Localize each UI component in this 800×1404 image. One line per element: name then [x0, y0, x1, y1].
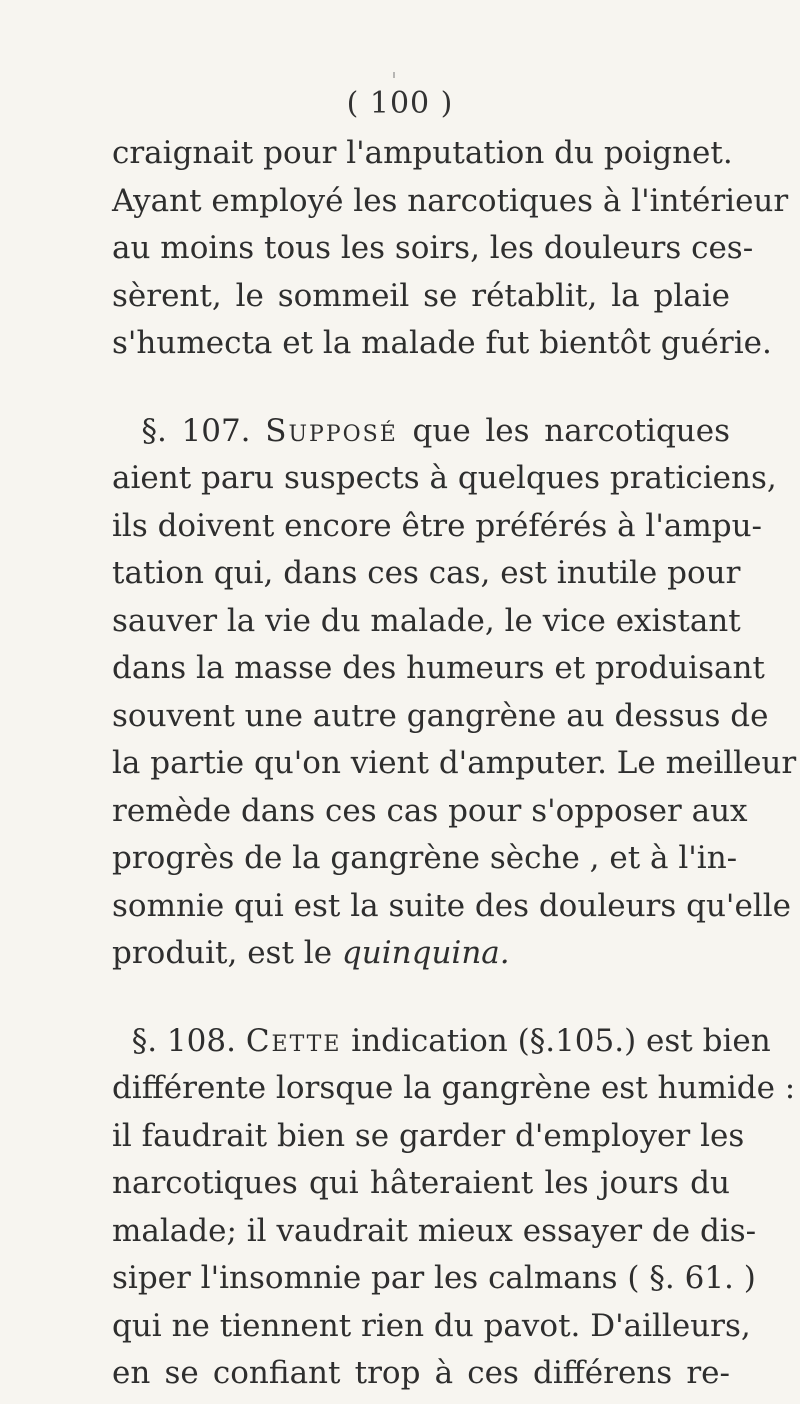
- text-line: qui ne tiennent rien du pavot. D'ailleurs,: [112, 1307, 751, 1344]
- text-line: somnie qui est la suite des douleurs qu'elle: [112, 887, 791, 924]
- text-fragment: produit, est le: [112, 935, 333, 971]
- text-line: aient paru suspects à quelques praticiens,: [112, 460, 777, 496]
- text-line: remède dans ces cas pour s'opposer aux: [112, 792, 748, 829]
- text-fragment: indication (§.105.) est bien: [351, 1022, 771, 1059]
- text-line: siper l'insomnie par les calmans ( §. 61. ): [112, 1260, 756, 1296]
- text-line: il faudrait bien se garder d'employer les: [112, 1117, 745, 1154]
- paragraph-section-108: [112, 1018, 796, 1398]
- section-lead-word: Cette: [245, 1022, 342, 1059]
- section-number: §. 108.: [131, 1022, 236, 1059]
- text-line: [112, 408, 730, 456]
- text-line: au moins tous les soirs, les douleurs ces-: [112, 230, 754, 266]
- text-line: différente lorsque la gangrène est humide :: [112, 1070, 796, 1106]
- text-line: craignait pour l'amputation du poignet.: [112, 135, 733, 171]
- section-lead-word: Supposé: [265, 412, 398, 449]
- text-line: Ayant employé les narcotiques à l'intérieur: [112, 182, 789, 219]
- text-line: tation qui, dans ces cas, est inutile pour: [112, 555, 741, 591]
- text-line: en se confiant trop à ces différens re-: [112, 1355, 730, 1391]
- page-number: ( 100 ): [346, 86, 454, 121]
- body-text: [112, 130, 797, 1398]
- text-line: sèrent, le sommeil se rétablit, la plaie: [112, 277, 730, 314]
- text-line: la partie qu'on vient d'amputer. Le meilleur: [112, 745, 797, 781]
- italic-term: quinquina.: [341, 935, 510, 971]
- text-line: [112, 1018, 771, 1066]
- paragraph-1: [112, 130, 789, 368]
- paragraph-section-107: [112, 408, 797, 978]
- text-line: souvent une autre gangrène au dessus de: [112, 697, 769, 734]
- text-line: [112, 930, 730, 978]
- print-speck: [393, 72, 395, 78]
- text-line: dans la masse des humeurs et produisant: [112, 650, 765, 686]
- section-number: §. 107.: [141, 412, 251, 449]
- text-line: sauver la vie du malade, le vice existant: [112, 602, 741, 639]
- text-line: ils doivent encore être préférés à l'ampu-: [112, 507, 763, 544]
- text-line: malade; il vaudrait mieux essayer de dis-: [112, 1212, 757, 1249]
- text-fragment: que les narcotiques: [412, 412, 731, 449]
- text-line: s'humecta et la malade fut bientôt guérie.: [112, 325, 772, 361]
- text-line: narcotiques qui hâteraient les jours du: [112, 1165, 730, 1201]
- text-line: progrès de la gangrène sèche , et à l'in-: [112, 840, 738, 876]
